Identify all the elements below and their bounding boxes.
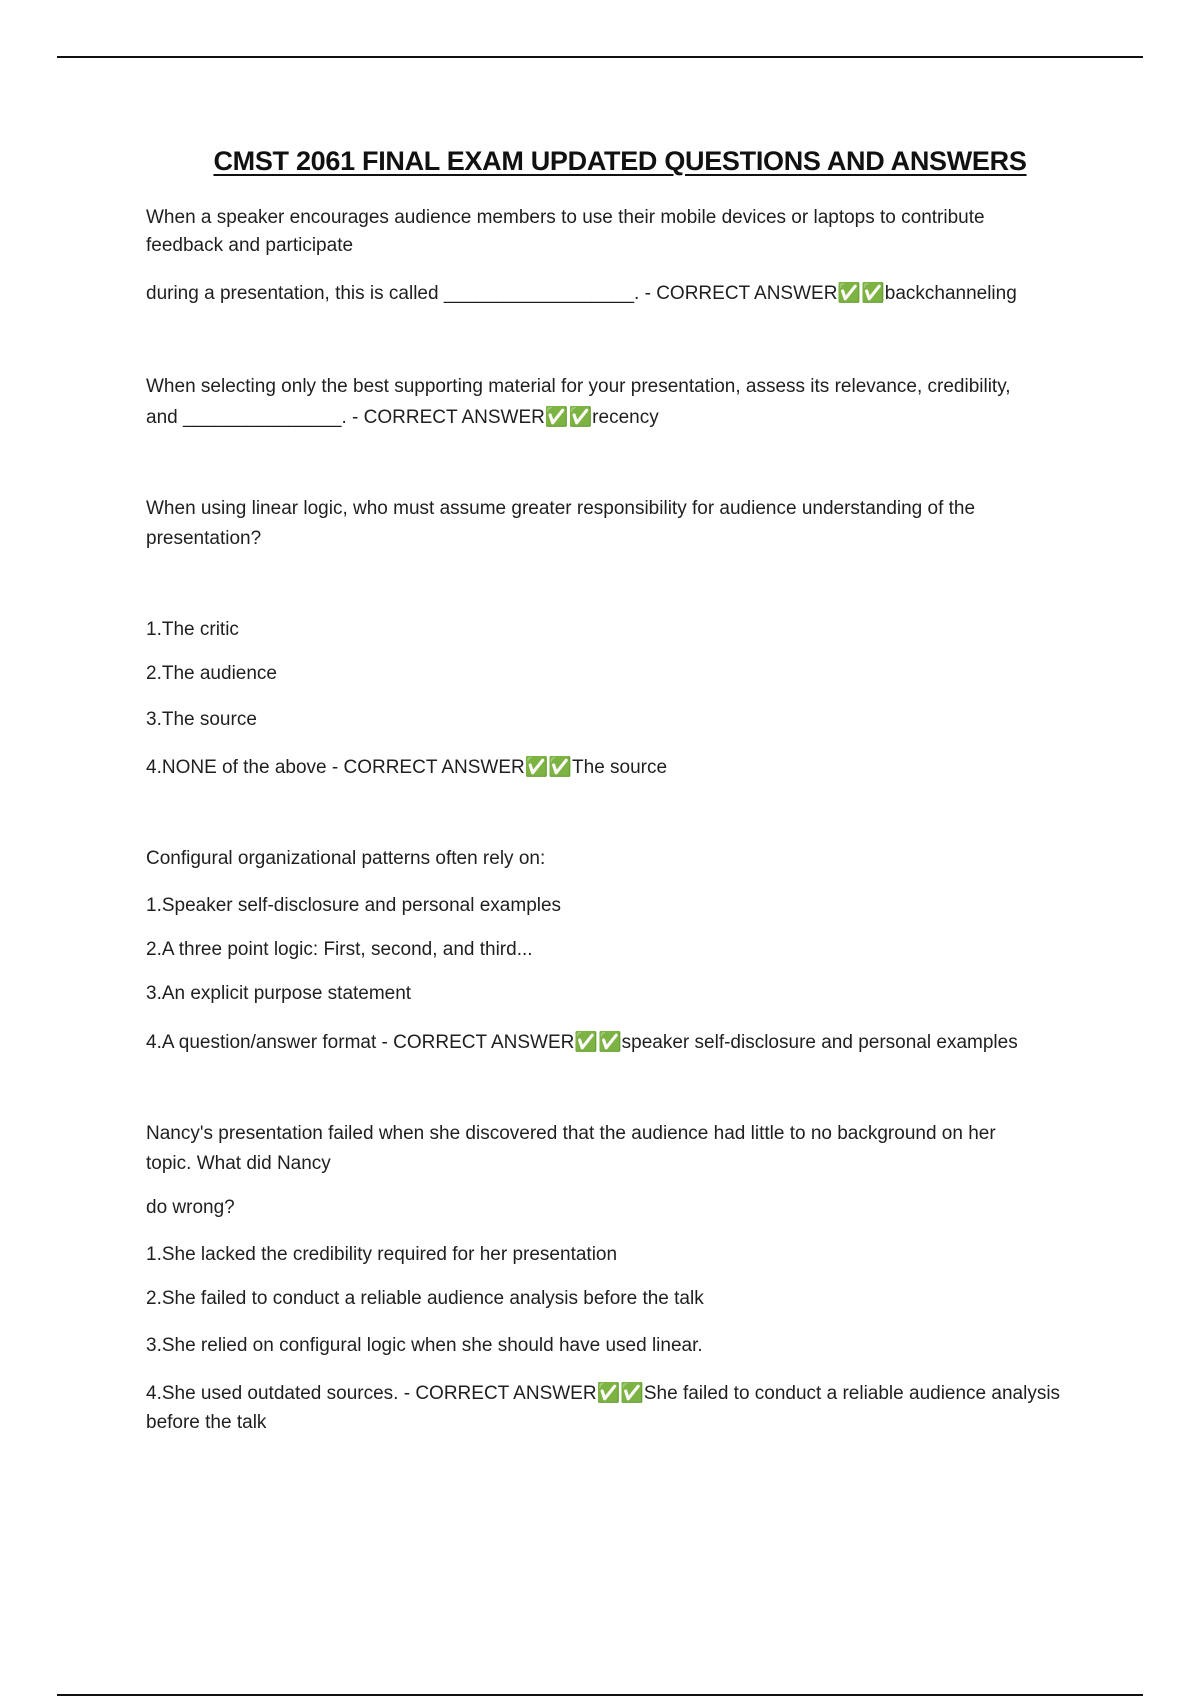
header-rule (57, 56, 1143, 58)
q5-text-line-3: do wrong? (146, 1197, 235, 1218)
q3-option-2: 2.The audience (146, 663, 277, 684)
q4-option-3: 3.An explicit purpose statement (146, 983, 412, 1004)
q4-option-1: 1.Speaker self-disclosure and personal examples (146, 895, 562, 916)
q5-option-2: 2.She failed to conduct a reliable audience analysis before the talk (146, 1288, 704, 1309)
q3-option-1: 1.The critic (146, 619, 239, 640)
q1-text-line-1: When a speaker encourages audience members to use their mobile devices or laptops to contribute (146, 207, 985, 228)
q2-answer-line: and _______________. - CORRECT ANSWER✅✅recency (146, 407, 659, 428)
q4-text-line-1: Configural organizational patterns often rely on: (146, 848, 546, 869)
q2-text-line-1: When selecting only the best supporting material for your presentation, assess its relevance, credibility, (146, 376, 1011, 397)
q4-option-4-answer: 4.A question/answer format - CORRECT ANSWER✅✅speaker self-disclosure and personal examples (146, 1032, 1018, 1053)
q5-option-1: 1.She lacked the credibility required for her presentation (146, 1244, 618, 1265)
q1-answer-line: during a presentation, this is called __________________. - CORRECT ANSWER✅✅backchanneling (146, 283, 1017, 304)
q3-option-4-answer: 4.NONE of the above - CORRECT ANSWER✅✅The source (146, 757, 668, 778)
q3-text-line-2: presentation? (146, 528, 262, 549)
footer-rule (57, 1694, 1143, 1696)
q5-option-3: 3.She relied on configural logic when she should have used linear. (146, 1335, 703, 1356)
q3-option-3: 3.The source (146, 709, 257, 730)
document-title: CMST 2061 FINAL EXAM UPDATED QUESTIONS AND ANSWERS (213, 146, 1027, 176)
q5-text-line-2: topic. What did Nancy (146, 1153, 331, 1174)
q5-answer-continuation: before the talk (146, 1412, 267, 1433)
q3-text-line-1: When using linear logic, who must assume greater responsibility for audience understanding of the (146, 498, 976, 519)
q5-option-4-answer: 4.She used outdated sources. - CORRECT ANSWER✅✅She failed to conduct a reliable audience analysis (146, 1383, 1061, 1404)
q1-text-line-2: feedback and participate (146, 235, 354, 256)
q4-option-2: 2.A three point logic: First, second, and third... (146, 939, 533, 960)
q5-text-line-1: Nancy's presentation failed when she discovered that the audience had little to no background on her (146, 1123, 996, 1144)
